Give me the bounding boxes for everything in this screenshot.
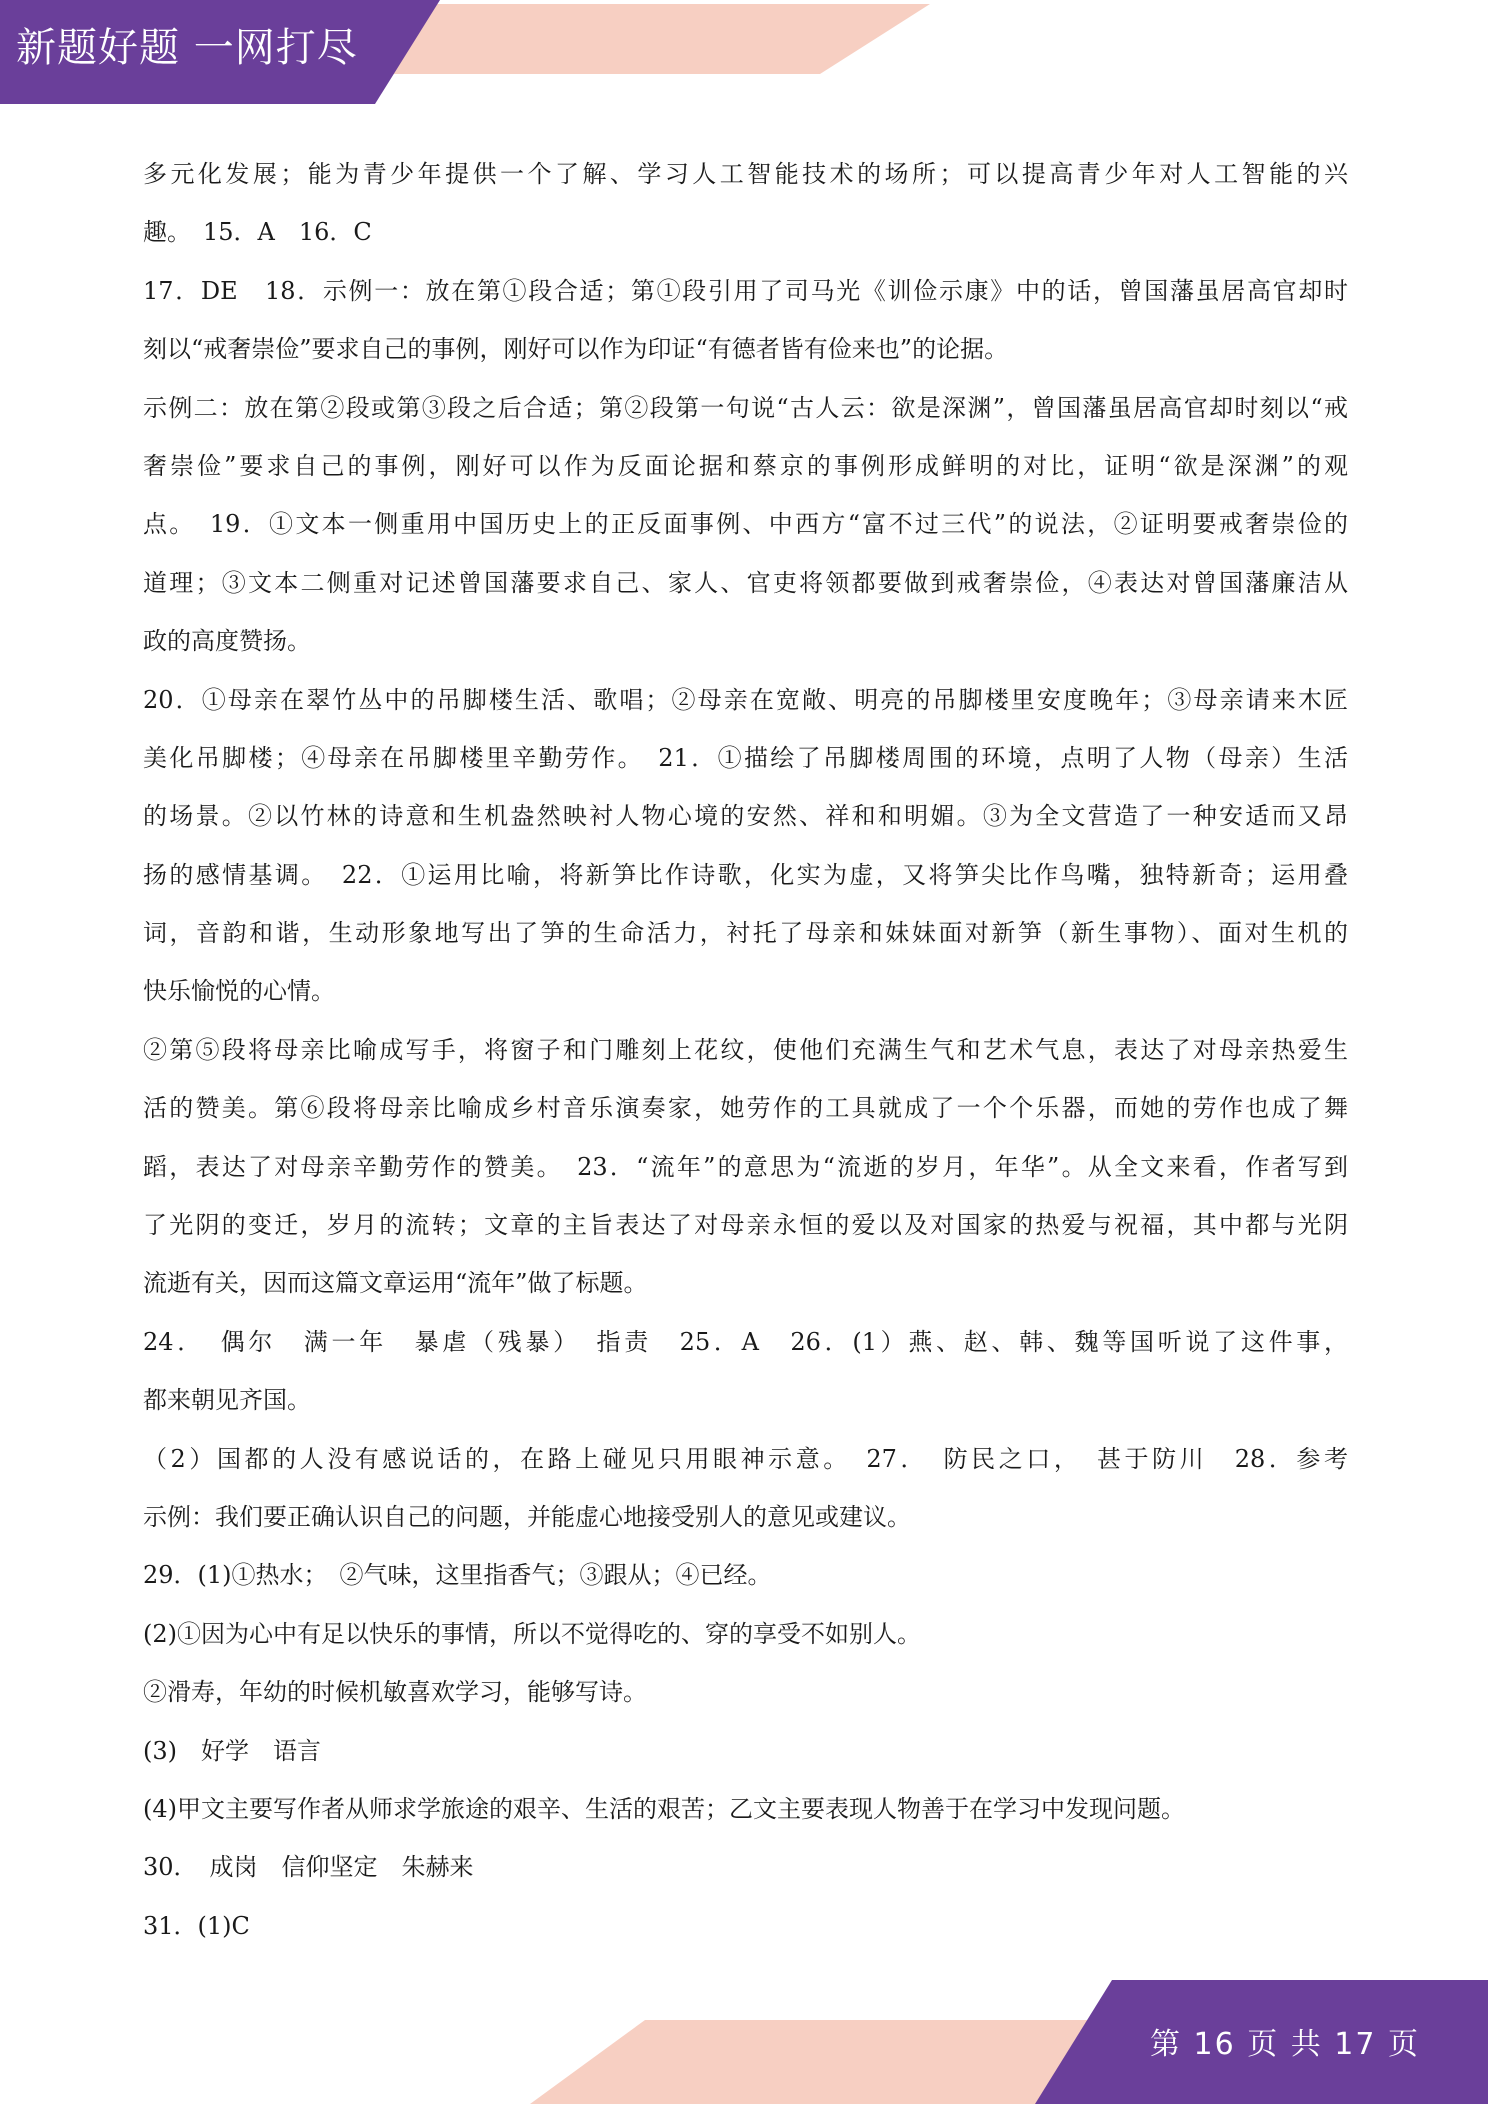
text-line: 20．①母亲在翠竹丛中的吊脚楼生活、歌唱；②母亲在宽敞、明亮的吊脚楼里安度晚年；③母亲请来木匠 — [143, 685, 1348, 714]
text-line: (4)甲文主要写作者从师求学旅途的艰辛、生活的艰苦；乙文主要表现人物善于在学习中发现问题。 — [143, 1794, 1185, 1823]
text-line: 刻以“戒奢崇俭”要求自己的事例，刚好可以作为印证“有德者皆有俭来也”的论据。 — [143, 335, 1009, 364]
text-line: 示例二：放在第②段或第③段之后合适；第②段第一句说“古人云：欲是深渊”，曾国藩虽居高官却时刻以“戒 — [143, 393, 1348, 422]
text-line: 31．(1)C — [143, 1911, 250, 1940]
text-line: 的场景。②以竹林的诗意和生机盎然映衬人物心境的安然、祥和和明媚。③为全文营造了一种安适而又昂 — [143, 802, 1348, 831]
page-number: 第 16 页 共 17 页 — [1149, 2027, 1420, 2062]
text-line: 活的赞美。第⑥段将母亲比喻成乡村音乐演奏家，她劳作的工具就成了一个个乐器，而她的劳作也成了舞 — [143, 1094, 1348, 1123]
text-line: 24． 偶尔 满一年 暴虐（残暴） 指责 25．A 26．(1）燕、赵、韩、魏等国听说了这件事， — [143, 1327, 1348, 1356]
text-line: 了光阴的变迁，岁月的流转；文章的主旨表达了对母亲永恒的爱以及对国家的热爱与祝福，其中都与光阴 — [143, 1211, 1348, 1240]
text-line: (2)①因为心中有足以快乐的事情，所以不觉得吃的、穿的享受不如别人。 — [143, 1619, 921, 1648]
header-title: 新题好题 一网打尽 — [16, 25, 358, 71]
document-body — [143, 145, 1348, 1955]
text-line: ②滑寿，年幼的时候机敏喜欢学习，能够写诗。 — [143, 1678, 647, 1707]
text-line: 点。 19．①文本一侧重用中国历史上的正反面事例、中西方“富不过三代”的说法，②证明要戒奢崇俭的 — [143, 510, 1348, 539]
text-line: 30． 成岗 信仰坚定 朱赫来 — [143, 1853, 474, 1882]
text-line: 都来朝见齐国。 — [143, 1386, 311, 1415]
text-line: 17．DE 18．示例一：放在第①段合适；第①段引用了司马光《训俭示康》中的话，曾国藩虽居高官却时 — [143, 276, 1348, 305]
text-line: 美化吊脚楼；④母亲在吊脚楼里辛勤劳作。 21．①描绘了吊脚楼周围的环境，点明了人物（母亲）生活 — [143, 743, 1348, 772]
text-line: 流逝有关，因而这篇文章运用“流年”做了标题。 — [143, 1269, 648, 1298]
text-line: 词，音韵和谐，生动形象地写出了笋的生命活力，衬托了母亲和妹妹面对新笋（新生事物）、面对生机的 — [143, 919, 1348, 948]
text-line: 29．(1)①热水； ②气味，这里指香气；③跟从；④已经。 — [143, 1561, 772, 1590]
text-line: 扬的感情基调。 22．①运用比喻，将新笋比作诗歌，化实为虚，又将笋尖比作鸟嘴，独特新奇；运用叠 — [143, 860, 1348, 889]
text-line: 示例：我们要正确认识自己的问题，并能虚心地接受别人的意见或建议。 — [143, 1502, 911, 1531]
text-line: 道理；③文本二侧重对记述曾国藩要求自己、家人、官吏将领都要做到戒奢崇俭，④表达对曾国藩廉洁从 — [143, 568, 1348, 597]
text-line: (3) 好学 语言 — [143, 1736, 321, 1765]
text-line: ②第⑤段将母亲比喻成写手，将窗子和门雕刻上花纹，使他们充满生气和艺术气息，表达了对母亲热爱生 — [143, 1035, 1348, 1064]
text-line: （2）国都的人没有感说话的，在路上碰见只用眼神示意。 27． 防民之口， 甚于防川 28．参考 — [143, 1444, 1348, 1473]
text-line: 趣。 15．A 16．C — [143, 218, 372, 247]
text-line: 快乐愉悦的心情。 — [143, 977, 335, 1006]
text-line: 蹈，表达了对母亲辛勤劳作的赞美。 23．“流年”的意思为“流逝的岁月，年华”。从全文来看，作者写到 — [143, 1152, 1348, 1181]
text-line: 奢崇俭”要求自己的事例，刚好可以作为反面论据和蔡京的事例形成鲜明的对比，证明“欲是深渊”的观 — [143, 451, 1348, 480]
page-header — [0, 0, 1488, 110]
text-line: 政的高度赞扬。 — [143, 627, 311, 656]
text-line: 多元化发展；能为青少年提供一个了解、学习人工智能技术的场所；可以提高青少年对人工智能的兴 — [143, 160, 1348, 188]
page-footer — [0, 1980, 1488, 2104]
